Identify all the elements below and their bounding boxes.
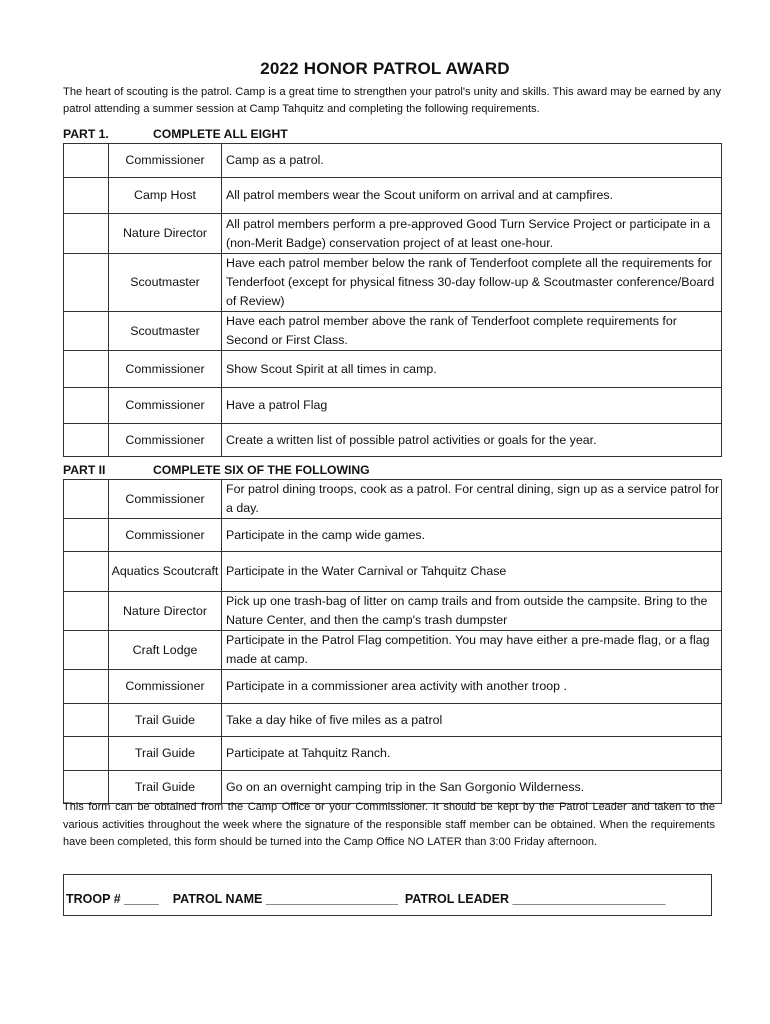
requirement-text: Have each patrol member below the rank of Tenderfoot complete all the requirements for Tenderfoot (except for physical fitness 30-day follow-up & Scoutmaster conference/Board of Review) (222, 254, 722, 312)
staff-role: Nature Director (109, 592, 222, 631)
requirement-text: Participate in the Patrol Flag competition. You may have either a pre-made flag, or a flag made at camp. (222, 631, 722, 670)
requirement-row (64, 388, 722, 424)
signature-cell[interactable] (64, 351, 109, 388)
signature-cell[interactable] (64, 214, 109, 254)
staff-role: Nature Director (109, 214, 222, 254)
requirement-text: Create a written list of possible patrol activities or goals for the year. (222, 424, 722, 457)
requirement-row (64, 480, 722, 519)
part2-heading: COMPLETE SIX OF THE FOLLOWING (153, 463, 370, 477)
staff-role: Scoutmaster (109, 312, 222, 351)
requirement-text: For patrol dining troops, cook as a patrol. For central dining, sign up as a service patrol for a day. (222, 480, 722, 519)
staff-role: Trail Guide (109, 771, 222, 804)
requirement-text: Show Scout Spirit at all times in camp. (222, 351, 722, 388)
staff-role: Camp Host (109, 178, 222, 214)
signature-cell[interactable] (64, 480, 109, 519)
requirement-row (64, 178, 722, 214)
staff-role: Trail Guide (109, 737, 222, 771)
staff-role: Aquatics Scoutcraft (109, 552, 222, 592)
staff-role: Commissioner (109, 424, 222, 457)
staff-role: Commissioner (109, 351, 222, 388)
requirement-row (64, 254, 722, 312)
troop-signup-line: TROOP # _____ PATROL NAME ___________________ PATROL LEADER ______________________ (66, 892, 666, 906)
signature-cell[interactable] (64, 388, 109, 424)
part1-label: PART 1. (63, 127, 109, 141)
requirement-row (64, 214, 722, 254)
requirement-text: Go on an overnight camping trip in the San Gorgonio Wilderness. (222, 771, 722, 804)
part2-header (63, 463, 370, 477)
requirement-text: Participate in the camp wide games. (222, 519, 722, 552)
intro-paragraph: The heart of scouting is the patrol. Camp is a great time to strengthen your patrol's unity and skills. This award may be earned by any patrol attending a summer session at Camp Tahquitz and completing the following requirements. (63, 86, 721, 115)
signature-cell[interactable] (64, 178, 109, 214)
requirement-row (64, 704, 722, 737)
signature-cell[interactable] (64, 254, 109, 312)
part1-table (63, 143, 722, 457)
requirement-row (64, 351, 722, 388)
staff-role: Commissioner (109, 670, 222, 704)
requirement-text: All patrol members perform a pre-approved Good Turn Service Project or participate in a (non-Merit Badge) conservation project of at least one-hour. (222, 214, 722, 254)
signature-cell[interactable] (64, 592, 109, 631)
requirement-text: Have each patrol member above the rank of Tenderfoot complete requirements for Second or First Class. (222, 312, 722, 351)
requirement-text: Participate in a commissioner area activity with another troop . (222, 670, 722, 704)
requirement-text: All patrol members wear the Scout uniform on arrival and at campfires. (222, 178, 722, 214)
part2-table (63, 479, 722, 804)
troop-info-box (63, 874, 712, 916)
signature-cell[interactable] (64, 144, 109, 178)
staff-role: Commissioner (109, 388, 222, 424)
requirement-row (64, 552, 722, 592)
requirement-row (64, 312, 722, 351)
staff-role: Scoutmaster (109, 254, 222, 312)
requirement-row (64, 144, 722, 178)
staff-role: Trail Guide (109, 704, 222, 737)
signature-cell[interactable] (64, 312, 109, 351)
requirement-row (64, 737, 722, 771)
staff-role: Craft Lodge (109, 631, 222, 670)
staff-role: Commissioner (109, 519, 222, 552)
part1-header (63, 127, 288, 141)
page-title: 2022 HONOR PATROL AWARD (260, 59, 510, 78)
part1-heading: COMPLETE ALL EIGHT (153, 127, 288, 141)
requirement-row (64, 424, 722, 457)
requirement-text: Pick up one trash-bag of litter on camp trails and from outside the campsite. Bring to the Nature Center, and then the camp's trash dumpster (222, 592, 722, 631)
requirement-text: Camp as a patrol. (222, 144, 722, 178)
requirement-text: Participate at Tahquitz Ranch. (222, 737, 722, 771)
signature-cell[interactable] (64, 737, 109, 771)
signature-cell[interactable] (64, 670, 109, 704)
requirement-text: Participate in the Water Carnival or Tahquitz Chase (222, 552, 722, 592)
signature-cell[interactable] (64, 704, 109, 737)
requirement-row (64, 631, 722, 670)
requirement-row (64, 519, 722, 552)
staff-role: Commissioner (109, 480, 222, 519)
requirement-text: Take a day hike of five miles as a patrol (222, 704, 722, 737)
signature-cell[interactable] (64, 631, 109, 670)
requirement-text: Have a patrol Flag (222, 388, 722, 424)
requirement-row (64, 670, 722, 704)
signature-cell[interactable] (64, 519, 109, 552)
staff-role: Commissioner (109, 144, 222, 178)
signature-cell[interactable] (64, 552, 109, 592)
requirement-row (64, 592, 722, 631)
signature-cell[interactable] (64, 424, 109, 457)
part2-label: PART II (63, 463, 106, 477)
footer-note: This form can be obtained from the Camp Office or your Commissioner. It should be kept by the Patrol Leader and taken to the various activities throughout the week where the signature of the responsible staff member can be obtained. When the requirements have been completed, this form should be turned into the Camp Office NO LATER than 3:00 Friday afternoon. (63, 801, 715, 848)
